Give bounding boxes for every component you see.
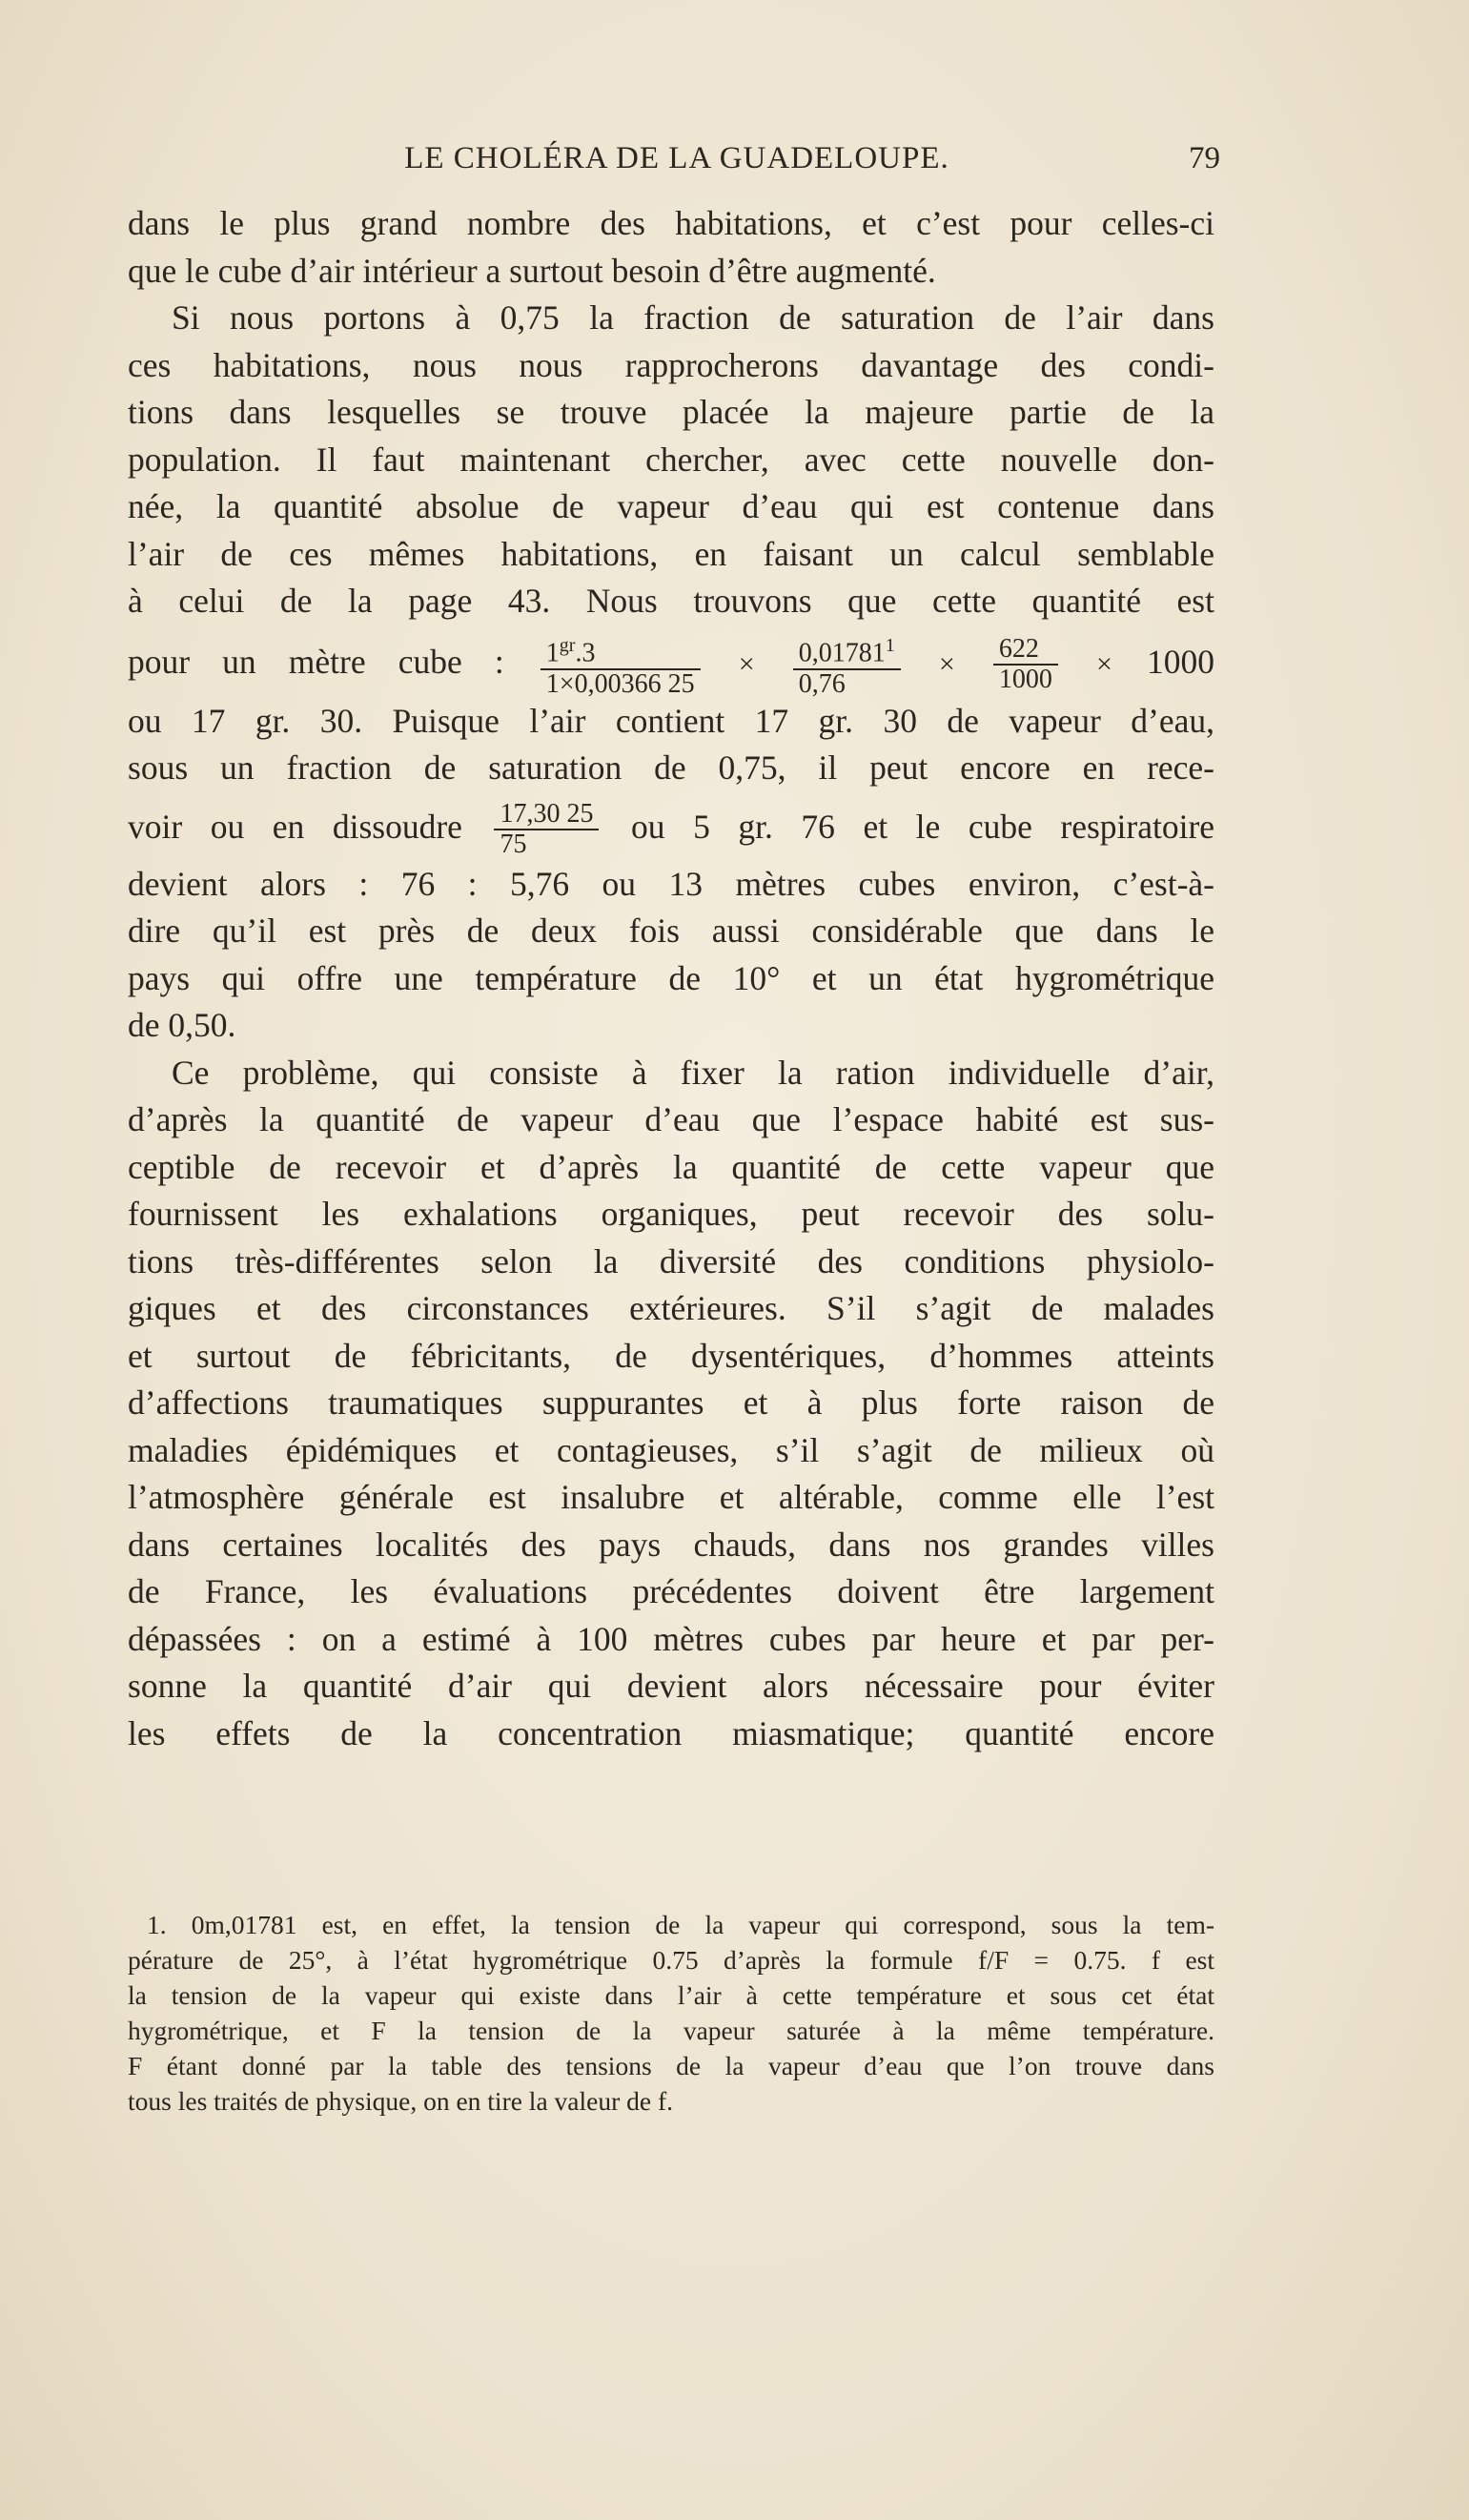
text-line: fournissent les exhalations organiques, peut recevoir des solu- (128, 1195, 1214, 1233)
numerator-value: 0,01781 (798, 638, 886, 668)
main-text (128, 200, 1214, 1757)
footnote-line: hygrométrique, et F la tension de la vapeur saturée à la même température. (128, 2016, 1214, 2045)
text-line: de 0,50. (128, 1006, 236, 1044)
multiply-sign: × (738, 647, 755, 680)
fraction-3 (993, 635, 1058, 694)
formula-factor: 1000 (1147, 642, 1215, 681)
text-line: dans le plus grand nombre des habitations, et c’est pour celles-ci (128, 204, 1214, 242)
formula-line-2 (128, 792, 1214, 861)
text-line: tions très-différentes selon la diversité des conditions physiolo- (128, 1241, 1214, 1280)
footnote-line: tous les traités de physique, on en tire la valeur de f. (128, 2086, 673, 2116)
footnote-line: F étant donné par la table des tensions de la vapeur d’eau que l’on trouve dans (128, 2051, 1214, 2080)
page-number: 79 (1189, 141, 1220, 175)
numerator-value: 1 (545, 638, 560, 668)
text-line: les effets de la concentration miasmatique; quantité encore (128, 1713, 1214, 1752)
text-line: Si nous portons à 0,75 la fraction de saturation de l’air dans (172, 298, 1214, 337)
formula-suffix: ou 5 gr. 76 et le cube respiratoire (631, 807, 1215, 846)
paragraph-3 (128, 1050, 1214, 1758)
fraction-3-numerator: 622 (993, 635, 1058, 666)
text-line: dans certaines localités des pays chauds, dans nos grandes villes (128, 1525, 1214, 1564)
text-line: sous un fraction de saturation de 0,75, il peut encore en rece- (128, 748, 1214, 787)
text-line: l’air de ces mêmes habitations, en faisant un calcul semblable (128, 534, 1214, 573)
footnote-line: 1. 0m,01781 est, en effet, la tension de la vapeur qui correspond, sous la tem- (147, 1910, 1214, 1939)
fraction-1-numerator (541, 631, 701, 669)
paragraph-2 (128, 295, 1214, 1050)
text-line: pays qui offre une température de 10° et un état hygrométrique (128, 958, 1214, 997)
fraction-3-denominator: 1000 (998, 665, 1052, 695)
text-line: population. Il faut maintenant chercher, avec cette nouvelle don- (128, 440, 1214, 479)
footnote (128, 1907, 1214, 2119)
text-line: dépassées : on a estimé à 100 mètres cubes par heure et par per- (128, 1619, 1214, 1658)
footnote-ref: 1 (885, 635, 895, 657)
multiply-sign: × (938, 647, 955, 680)
text-line: ceptible de recevoir et d’après la quantité de cette vapeur que (128, 1147, 1214, 1186)
text-line: ou 17 gr. 30. Puisque l’air contient 17 gr. 30 de vapeur d’eau, (128, 701, 1214, 740)
fraction-1 (541, 631, 701, 698)
text-line: que le cube d’air intérieur a surtout besoin d’être augmenté. (128, 251, 936, 290)
fraction-4 (494, 800, 599, 859)
text-line: sonne la quantité d’air qui devient alors nécessaire pour éviter (128, 1667, 1214, 1705)
text-line: dire qu’il est près de deux fois aussi considérable que dans le (128, 912, 1214, 950)
footnote-line: pérature de 25°, à l’état hygrométrique 0.75 d’après la formule f/F = 0.75. f est (128, 1945, 1214, 1975)
formula-prefix: voir ou en dissoudre (128, 807, 462, 846)
footnote-line: la tension de la vapeur qui existe dans l’air à cette température et sous cet état (128, 1980, 1214, 2010)
numerator-decimal: .3 (575, 638, 596, 668)
fraction-4-numerator: 17,30 25 (494, 800, 599, 830)
fraction-2-denominator: 0,76 (798, 668, 846, 699)
text-line: d’affections traumatiques suppurantes et à plus forte raison de (128, 1383, 1214, 1422)
text-line: l’atmosphère générale est insalubre et altérable, comme elle l’est (128, 1478, 1214, 1516)
text-line: de France, les évaluations précédentes doivent être largement (128, 1572, 1214, 1610)
formula-line-1 (128, 625, 1214, 698)
page-header (133, 141, 1220, 189)
text-line: d’après la quantité de vapeur d’eau que l’espace habité est sus- (128, 1100, 1214, 1138)
text-line: née, la quantité absolue de vapeur d’eau qui est contenue dans (128, 487, 1214, 525)
fraction-2 (793, 631, 901, 698)
text-line: devient alors : 76 : 5,76 ou 13 mètres cubes environ, c’est-à- (128, 864, 1214, 903)
formula-prefix: pour un mètre cube : (128, 642, 504, 681)
text-line: et surtout de fébricitants, de dysentériques, d’hommes atteints (128, 1336, 1214, 1375)
text-line: ces habitations, nous nous rapprocherons davantage des condi- (128, 345, 1214, 384)
multiply-sign: × (1095, 647, 1112, 680)
fraction-4-denominator: 75 (500, 830, 527, 860)
fraction-1-denominator: 1×0,00366 25 (545, 668, 695, 699)
text-line: Ce problème, qui consiste à fixer la ration individuelle d’air, (172, 1053, 1214, 1092)
text-line: giques et des circonstances extérieures. S’il s’agit de malades (128, 1289, 1214, 1327)
numerator-unit: gr (559, 635, 576, 657)
fraction-2-numerator (793, 631, 901, 669)
paragraph-1 (128, 200, 1214, 295)
running-title: LE CHOLÉRA DE LA GUADELOUPE. (404, 141, 949, 175)
text-line: maladies épidémiques et contagieuses, s’il s’agit de milieux où (128, 1430, 1214, 1469)
text-line: à celui de la page 43. Nous trouvons que cette quantité est (128, 582, 1214, 620)
text-line: tions dans lesquelles se trouve placée la majeure partie de la (128, 393, 1214, 431)
